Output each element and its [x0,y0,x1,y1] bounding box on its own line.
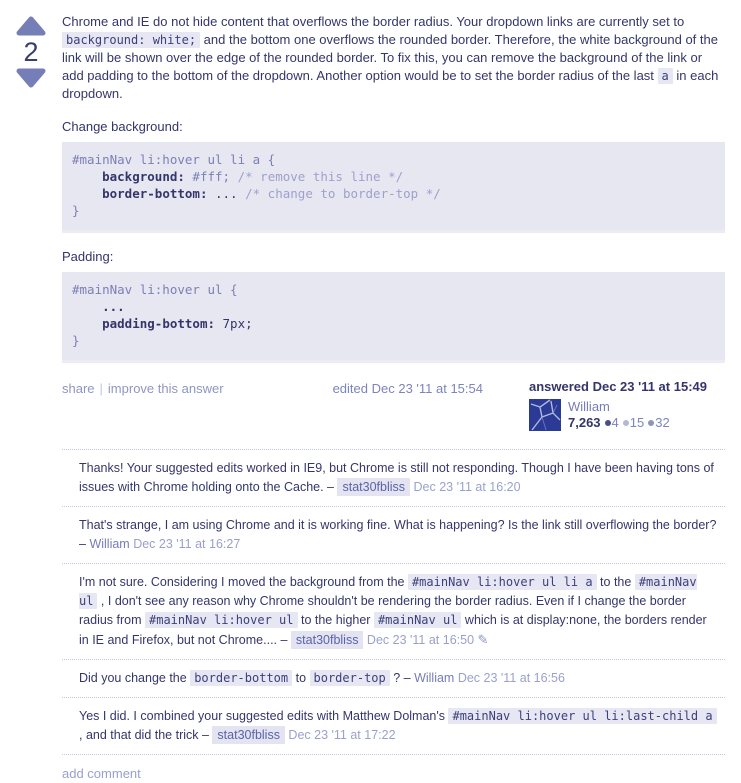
improve-answer-link[interactable]: improve this answer [107,381,224,396]
text-segment: Yes I did. I combined your suggested edits with Matthew Dolman's [79,709,449,723]
text-segment [72,299,102,314]
section-label-padding: Padding: [62,249,114,264]
inline-code: #mainNav li:hover ul li a [408,574,597,590]
vote-count: 2 [23,37,39,67]
inline-code: #mainNav ul [374,612,461,628]
comment-date: Dec 23 '11 at 16:56 [454,671,565,685]
text-segment: /* change to border-top */ [245,186,441,201]
comment [62,698,725,755]
text-segment: in each dropdown. [62,68,719,101]
text-segment: Chrome and IE do not hide content that overflows the border radius. Your dropdown links are currently set to [62,14,685,29]
text-segment: ... [207,186,246,201]
bronze-badge-icon [648,420,654,426]
text-segment: #fff; [184,169,238,184]
gold-badge-icon [605,420,611,426]
comment-user-link[interactable]: William [414,671,455,685]
text-segment: } [72,333,80,348]
text-segment [72,186,102,201]
text-segment: to the higher [297,613,374,627]
comment-user-link[interactable]: stat30fbliss [291,631,364,649]
inline-code: #mainNav li:hover ul li:last-child a [448,708,716,724]
comment [62,507,725,564]
text-segment: #mainNav li:hover ul { [72,282,238,297]
text-segment: } [72,203,80,218]
silver-badge: 15 [623,415,644,430]
text-segment: , I don't see any reason why Chrome shouldn't be rendering the border radius. Even if I change the border radius from [79,594,686,627]
reputation-row [568,415,674,430]
gold-badge: 4 [605,415,619,430]
bronze-badge: 32 [648,415,669,430]
text-segment: ... [102,299,125,314]
inline-code: #mainNav ul [79,575,697,608]
text-segment: That's strange, I am using Chrome and it is working fine. What is happening? Is the link still overflowing the border? – [79,518,717,551]
text-segment: and the bottom one overflows the rounded border. Therefore, the white background of the link will be shown over the edge of the rounded border. To fix this, you can remove the background of the link or add padding to the bottom of the dropdown. Another option would be to set the border radius of the last [62,32,718,83]
up-arrow-icon [15,16,47,37]
code-block-padding [62,272,725,363]
text-segment: 7px; [215,316,253,331]
text-segment: which is at display:none, the borders render in IE and Firefox, but not Chrome.... – [79,613,707,647]
inline-code: border-top [310,670,390,686]
section-label-change-background: Change background: [62,119,183,134]
inline-code: background: white; [62,32,200,48]
menu-divider: | [99,381,103,396]
avatar-image [529,399,561,431]
comments-list [62,449,725,755]
edited-info [333,379,483,396]
inline-code: a [658,68,673,84]
text-segment: /* remove this line */ [237,169,404,184]
text-segment: to the [596,575,635,589]
share-link[interactable]: share [62,381,95,396]
text-segment: border-bottom: [102,186,208,201]
text-segment: padding-bottom: [102,316,215,331]
comment-date: Dec 23 '11 at 17:22 [284,728,396,742]
comment-date: Dec 23 '11 at 16:27 [129,537,241,551]
comment [62,564,725,660]
text-segment: , and that did the trick – [79,728,213,742]
answer-body [62,13,741,783]
down-arrow-icon [15,67,47,88]
comment-date: Dec 23 '11 at 16:50 [363,633,478,647]
comment [62,660,725,698]
code-block-change-background [62,142,725,233]
answer-paragraph [62,13,725,103]
inline-code: border-bottom [190,670,292,686]
vote-up-button[interactable] [15,16,47,37]
reputation-score: 7,263 [568,415,601,430]
answered-timestamp: answered Dec 23 '11 at 15:49 [529,379,707,394]
silver-badge-icon [623,420,629,426]
text-segment: Did you change the [79,671,191,685]
text-segment: ? – [389,671,415,685]
comment-user-link[interactable]: stat30fbliss [337,478,410,496]
text-segment: Thanks! Your suggested edits worked in IE9, but Chrome is still not responding. Though I have been having tons of issues with Chrome holding onto the Cache. – [79,461,714,494]
inline-code: #mainNav li:hover ul [145,612,298,628]
text-segment: to [292,671,310,685]
post-meta-row [62,379,725,431]
edited-link[interactable]: edited Dec 23 '11 at 15:54 [332,381,483,396]
avatar[interactable] [529,399,561,431]
comment [62,450,725,507]
comment-date: Dec 23 '11 at 16:20 [410,480,521,494]
comment-user-link[interactable]: William [89,537,130,551]
add-comment-link[interactable]: add comment [62,766,141,781]
vote-cell [0,13,62,783]
answer-signature [529,379,725,431]
text-segment [72,169,102,184]
text-segment: I'm not sure. Considering I moved the background from the [79,575,408,589]
text-segment [72,316,102,331]
vote-down-button[interactable] [15,67,47,88]
text-segment: background: [102,169,185,184]
author-link[interactable]: William [568,399,610,414]
text-segment: #mainNav li:hover ul li a { [72,152,276,167]
comment-user-link[interactable]: stat30fbliss [212,726,285,744]
post-menu [62,379,333,396]
edit-pencil-icon[interactable]: ✎ [477,632,489,647]
add-comment-row [62,755,725,783]
